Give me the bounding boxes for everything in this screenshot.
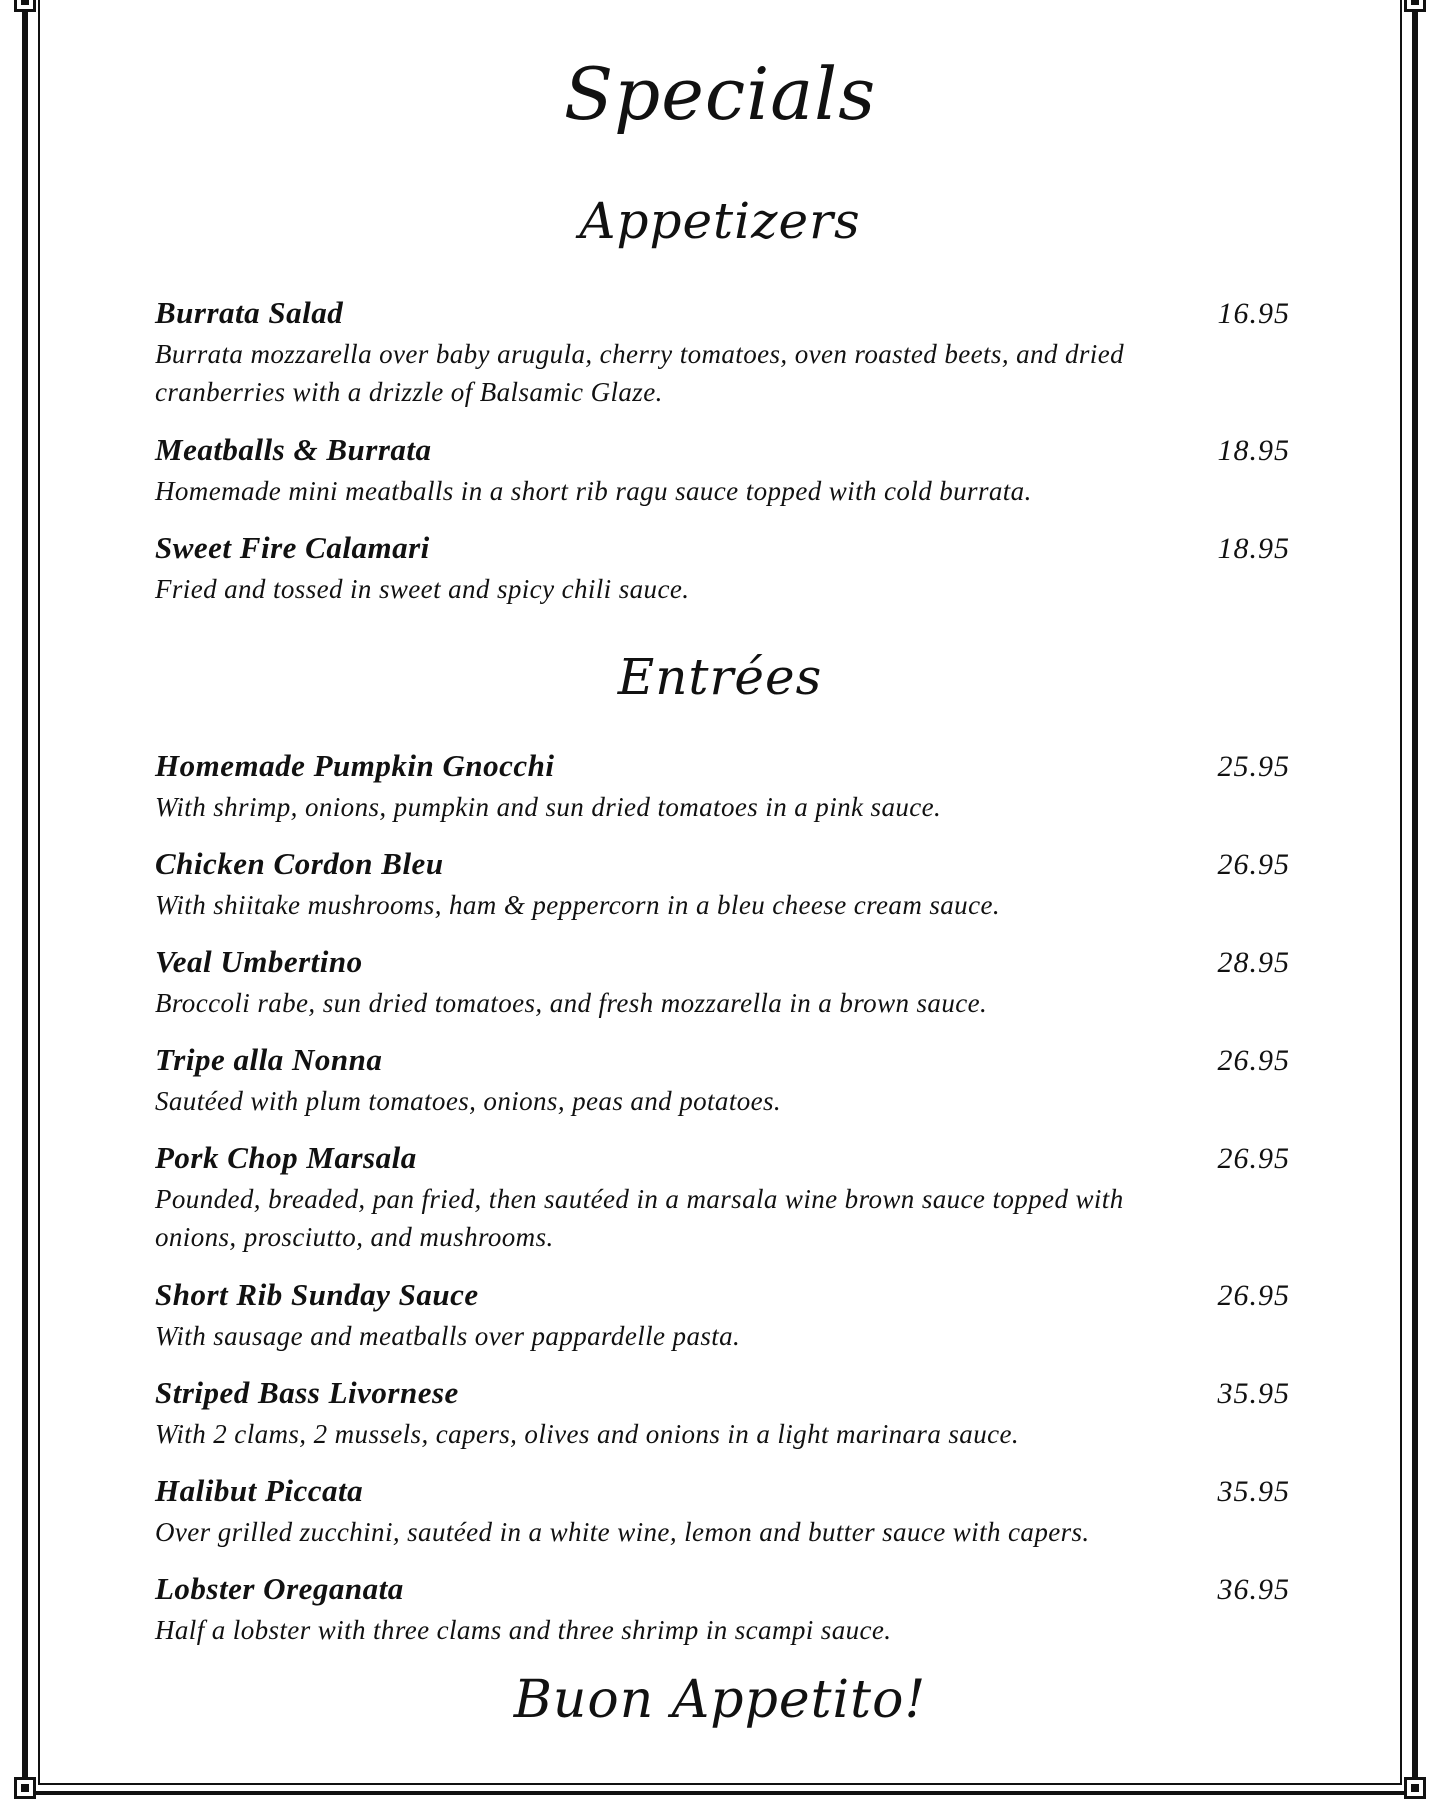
- menu-item: [155, 1042, 1290, 1120]
- section-heading-entrees: Entrées: [617, 648, 823, 706]
- item-price: 26.95: [1217, 1142, 1290, 1175]
- item-name: Lobster Oreganata: [155, 1571, 404, 1606]
- item-description: Half a lobster with three clams and three shrimp in scampi sauce.: [155, 1615, 892, 1645]
- item-price: 26.95: [1217, 1279, 1290, 1312]
- item-price: 35.95: [1217, 1475, 1290, 1508]
- item-name: Burrata Salad: [155, 295, 344, 330]
- item-name: Meatballs & Burrata: [155, 432, 432, 467]
- item-description: Sautéed with plum tomatoes, onions, peas and potatoes.: [155, 1086, 782, 1116]
- item-name: Pork Chop Marsala: [155, 1140, 417, 1175]
- item-description: Fried and tossed in sweet and spicy chili sauce.: [155, 574, 690, 604]
- item-price: 36.95: [1217, 1573, 1290, 1606]
- menu-item: [155, 1375, 1290, 1453]
- item-price: 26.95: [1217, 1044, 1290, 1077]
- item-description: Broccoli rabe, sun dried tomatoes, and fresh mozzarella in a brown sauce.: [155, 988, 988, 1018]
- item-name: Halibut Piccata: [155, 1473, 364, 1508]
- item-description: With shiitake mushrooms, ham & peppercorn in a bleu cheese cream sauce.: [155, 890, 1000, 920]
- item-description: Homemade mini meatballs in a short rib ragu sauce topped with cold burrata.: [155, 476, 1032, 506]
- item-name: Chicken Cordon Bleu: [155, 846, 444, 881]
- menu-item: [155, 530, 1290, 608]
- corner-ornament: [14, 1777, 36, 1799]
- item-price: 35.95: [1217, 1377, 1290, 1410]
- item-name: Homemade Pumpkin Gnocchi: [155, 748, 555, 783]
- menu-item: [155, 748, 1290, 826]
- corner-ornament: [1404, 1777, 1426, 1799]
- menu-item: [155, 432, 1290, 510]
- menu-item: [155, 1277, 1290, 1355]
- corner-ornament: [14, 0, 36, 12]
- closing-text: Buon Appetito!: [513, 1670, 927, 1730]
- menu-item: [155, 1473, 1290, 1551]
- item-price: 28.95: [1217, 946, 1290, 979]
- item-description: With 2 clams, 2 mussels, capers, olives and onions in a light marinara sauce.: [155, 1419, 1020, 1449]
- item-price: 26.95: [1217, 848, 1290, 881]
- menu-item: [155, 1571, 1290, 1649]
- item-price: 16.95: [1217, 297, 1290, 330]
- item-name: Striped Bass Livornese: [155, 1375, 459, 1410]
- menu-item: [155, 1140, 1290, 1256]
- item-price: 25.95: [1217, 750, 1290, 783]
- item-description: Over grilled zucchini, sautéed in a white wine, lemon and butter sauce with capers.: [155, 1517, 1090, 1547]
- item-name: Tripe alla Nonna: [155, 1042, 383, 1077]
- item-price: 18.95: [1217, 434, 1290, 467]
- menu-item: [155, 295, 1290, 411]
- item-name: Veal Umbertino: [155, 944, 363, 979]
- section-heading-appetizers: Appetizers: [579, 192, 861, 250]
- item-description: With sausage and meatballs over pappardelle pasta.: [155, 1321, 741, 1351]
- page-title: Specials: [563, 52, 877, 136]
- item-description: Burrata mozzarella over baby arugula, cherry tomatoes, oven roasted beets, and dried cranberries with a drizzle of Balsamic Glaze.: [155, 339, 1124, 407]
- item-description: Pounded, breaded, pan fried, then sautéed in a marsala wine brown sauce topped with onions, prosciutto, and mushrooms.: [155, 1184, 1124, 1252]
- item-price: 18.95: [1217, 532, 1290, 565]
- corner-ornament: [1404, 0, 1426, 12]
- menu-item: [155, 846, 1290, 924]
- item-name: Short Rib Sunday Sauce: [155, 1277, 479, 1312]
- menu-item: [155, 944, 1290, 1022]
- item-name: Sweet Fire Calamari: [155, 530, 430, 565]
- item-description: With shrimp, onions, pumpkin and sun dried tomatoes in a pink sauce.: [155, 792, 942, 822]
